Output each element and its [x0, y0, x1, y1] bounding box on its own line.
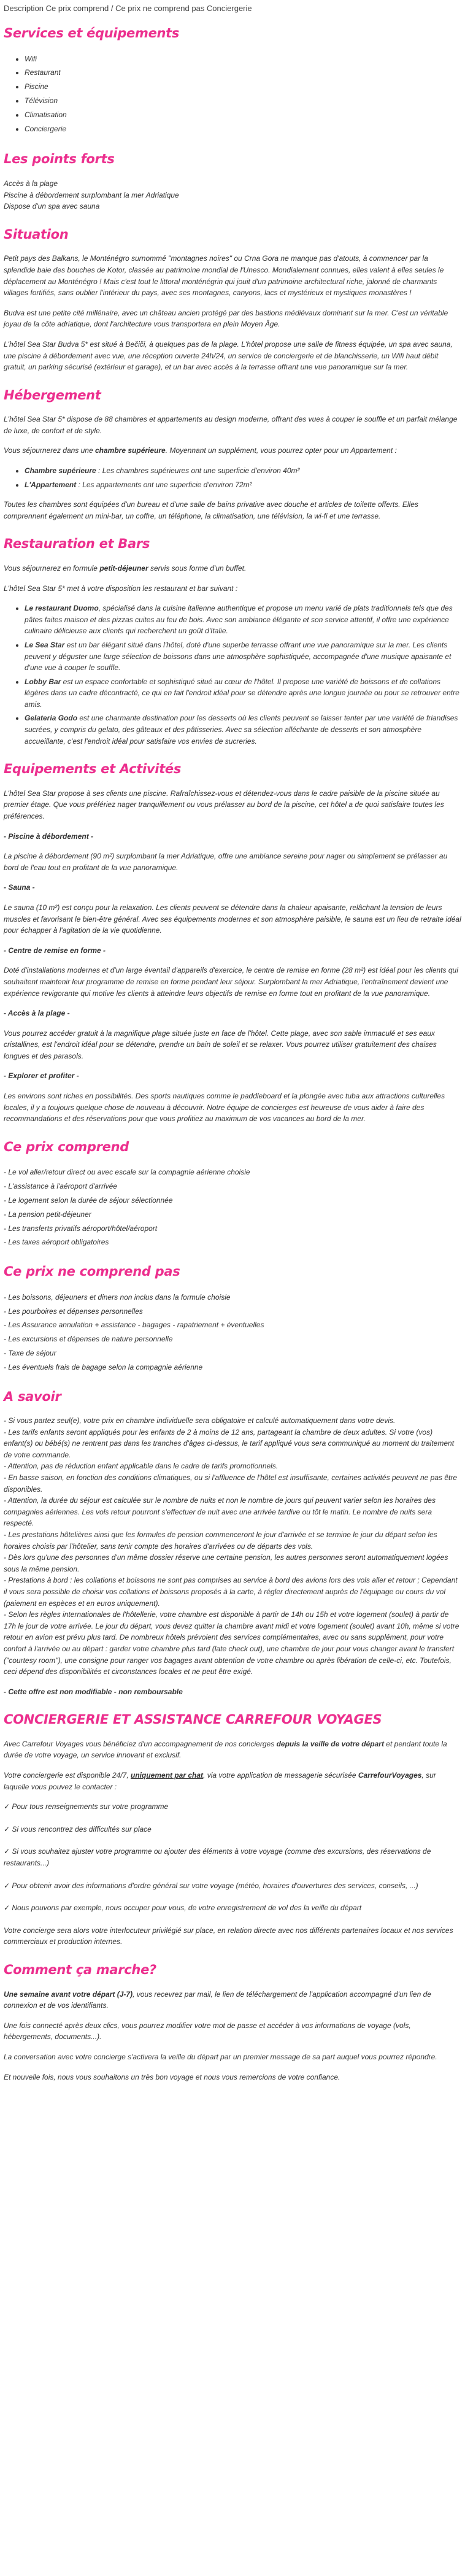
text-span: , via votre application de messagerie sécurisée: [203, 1771, 358, 1780]
service-item-wifi: • Wifi: [25, 52, 461, 66]
text-span: , vous recevrez par mail, le lien de téléchargement de l'application accompagné d'un lien de connexion et de vos identifiants.: [4, 1989, 431, 2010]
a-savoir-item: - Selon les règles internationales de l'hôtellerie, votre chambre est disponible à partir de 14h ou 15h et votre logement (soulet) à partir de 17h le jour de votre arrivée. Le jour du départ, vous devez quitter la chambre avant midi et votre logement (soulet) avant 10h, même si votre retour en avion est prévu plus tard. De nombreux hôtels prévoient des services complémentaires, avec ou sans supplément, pour votre confort à l'arrivée ou au départ : garder votre chambre plus tard (late check out), une chambre de jour pour vous changer avant le transfert ("courtesy room"), une consigne pour ranger vos bagages avant obtention de votre chambre ou après libération de celle-ci, etc. Toutefois, ceci dépend des disponibilités et circonstances locales et ne peut être exigé.: [4, 1610, 459, 1676]
service-item-climatisation: • Climatisation: [25, 108, 461, 122]
situation-paragraph: Budva est une petite cité millénaire, avec un château ancien protégé par des bastions médiévaux dominant sur la mer. C'est un véritable joyau de la côte adriatique, dont l'architecture vous transportera en plein Moyen Âge.: [4, 308, 448, 329]
a-savoir-item: - En basse saison, en fonction des conditions climatiques, ou si l'affluence de l'hôtel est insuffisante, certaines activités peuvent ne pas être disponibles.: [4, 1473, 458, 1494]
plage-text: Vous pourrez accéder gratuit à la magnifique plage située juste en face de l'hôtel. Cette plage, avec son sable immaculé et ses eaux cristallines, est l'endroit idéal pour se détendre, prendre un bain de soleil et se relaxer. Vous pourrez utiliser gratuitement des chaises longues et des parasols.: [4, 1028, 437, 1060]
service-item-television: • Télévision: [25, 94, 461, 108]
a-savoir-item: - Prestations à bord : les collations et boissons ne sont pas comprises au service à bord des avions lors des vols aller et retour ; Cependant il vous sera possible de choisir vos collations et boissons proposés à la carte, à régler directement auprès de l'équipage ou cours du vol (paiement en espèces et en euros uniquement).: [4, 1576, 458, 1608]
emphasis-bold: Une semaine avant votre départ (J-7): [4, 1989, 133, 1999]
conciergerie-paragraph: [4, 1738, 461, 1761]
check-item: ✓ Si vous rencontrez des difficultés sur place: [4, 1824, 152, 1834]
a-savoir-item: - Si vous partez seul(e), votre prix en chambre individuelle sera obligatoire et calculé automatiquement dans votre devis.: [4, 1416, 396, 1425]
piscine-label: - Piscine à débordement -: [4, 831, 94, 841]
non-modifiable-note: - Cette offre est non modifiable - non remboursable: [4, 1687, 183, 1696]
equipements-title: Equipements et Activités: [4, 762, 182, 777]
conciergerie-title: CONCIERGERIE ET ASSISTANCE CARREFOUR VOYAGES: [4, 1712, 382, 1727]
non-comprend-item: - Taxe de séjour: [4, 1348, 56, 1357]
restauration-title: Restauration et Bars: [4, 536, 150, 552]
fitness-text: Doté d'installations modernes et d'un large éventail d'appareils d'exercice, le centre de remise en forme (28 m²) est idéal pour les clients qui souhaitent maintenir leur programme de remise en forme pendant leur séjour. Surplombant la mer Adriatique, l'entraînement devient une expérience revigorante qui motive les clients à atteindre leurs objectifs de remise en forme tout en profitant de la vue panoramique.: [4, 966, 458, 998]
text-span: , sur laquelle vous pouvez le contacter :: [4, 1771, 436, 1791]
comprend-list: [4, 1165, 461, 1249]
restaurant-description: est un bar élégant situé dans l'hôtel, doté d'une superbe terrasse offrant une vue panoramique sur la mer. Les clients peuvent y déguster une large sélection de boissons dans une atmosphère sophistiquée, accompagnée d'une musique apaisante et d'une vue à couper le souffle.: [25, 640, 452, 673]
comprend-item: - Les taxes aéroport obligatoires: [4, 1238, 109, 1247]
a-savoir-item: - Attention, pas de réduction enfant applicable dans le cadre de tarifs promotionnels.: [4, 1462, 279, 1471]
conciergerie-paragraph: Votre concierge sera alors votre interlocuteur privilégié sur place, en relation directe avec nos différents partenaires locaux et nos services commerciaux et production internes.: [4, 1926, 453, 1946]
comprend-title: Ce prix comprend: [4, 1139, 129, 1154]
room-name: Chambre supérieure: [25, 466, 96, 476]
breadcrumb: Description Ce prix comprend / Ce prix ne comprend pas Conciergerie: [4, 4, 252, 13]
check-item: ✓ Pour tous renseignements sur votre programme: [4, 1802, 169, 1811]
explorer-text: Les environs sont riches en possibilités. Des sports nautiques comme le paddleboard et la plongée avec tuba aux attractions culturelles locales, il y a toujours quelque chose de nouveau à découvrir. Notre équipe de concierges est heureuse de vous aider à faire des recommandations et des réservations pour que vous profitiez au maximum de vos vacances au bord de la mer.: [4, 1092, 445, 1124]
restaurant-item: [25, 603, 461, 637]
point-fort-item: Piscine à débordement surplombant la mer Adriatique: [4, 190, 179, 199]
text-span: . Moyennant un supplément, vous pourrez opter pour un Appartement :: [165, 446, 397, 455]
comprend-item: - Le vol aller/retour direct ou avec escale sur la compagnie aérienne choisie: [4, 1168, 250, 1177]
text-span: Votre conciergerie est disponible 24/7,: [4, 1771, 131, 1780]
services-list: [4, 52, 461, 136]
room-item: [25, 465, 461, 477]
non-comprend-title: Ce prix ne comprend pas: [4, 1264, 180, 1279]
restauration-paragraph: [4, 563, 461, 574]
service-item-conciergerie: • Conciergerie: [25, 122, 461, 136]
explorer-label: - Explorer et profiter -: [4, 1071, 79, 1081]
comment-paragraph: [4, 1989, 461, 2011]
situation-paragraph: L'hôtel Sea Star Budva 5* est situé à Bečiči, à quelques pas de la plage. L'hôtel propose une salle de fitness équipée, un spa avec sauna, une piscine à débordement avec vue, une réception ouverte 24h/24, un service de conciergerie et de blanchisserie, un Wifi haut débit gratuit, un parking sécurisé (extérieur et garage), et un bar avec accès à la terrasse offrant une vue panoramique sur la mer.: [4, 339, 453, 372]
restaurant-name: Lobby Bar: [25, 677, 61, 686]
restaurant-name: Le Sea Star: [25, 640, 65, 649]
conciergerie-paragraph: [4, 1770, 461, 1792]
room-name: L'Appartement: [25, 480, 77, 489]
a-savoir-item: - Dès lors qu'une des personnes d'un même dossier réserve une certaine pension, les autres personnes seront automatiquement logées sous la même pension.: [4, 1553, 448, 1573]
restaurant-description: , spécialisé dans la cuisine italienne authentique et propose un menu varié de plats traditionnels tels que des pâtes faites maison et des pizzas cuites au feu de bois. Avec son ambiance élégante et son service attentif, il offre une expérience culinaire délicieuse aux clients qui recherchent un goût d'Italie.: [25, 604, 453, 636]
text-span: Avec Carrefour Voyages vous bénéficiez d'un accompagnement de nos concierges: [4, 1739, 277, 1748]
text-span: Vous séjournerez dans une: [4, 446, 95, 455]
non-comprend-list: [4, 1290, 461, 1375]
non-comprend-item: - Les éventuels frais de bagage selon la compagnie aérienne: [4, 1362, 203, 1371]
app-name-bold: CarrefourVoyages: [358, 1771, 422, 1780]
restaurant-description: est un espace confortable et sophistiqué situé au cœur de l'hôtel. Il propose une variété de boissons et de collations légères dans un cadre décontracté, ce qui en fait l'endroit idéal pour se détendre après une longue journée ou pour se retrouver entre amis.: [25, 677, 459, 709]
service-item-restaurant: • Restaurant: [25, 66, 461, 80]
restaurant-name: Gelateria Godo: [25, 714, 78, 723]
room-description: : Les chambres supérieures ont une superficie d'environ 40m²: [96, 466, 300, 476]
non-comprend-item: - Les excursions et dépenses de nature personnelle: [4, 1335, 173, 1344]
comment-paragraph: Une fois connecté après deux clics, vous pourrez modifier votre mot de passe et accéder à vos informations de voyage (vols, hébergements, documents...).: [4, 2021, 411, 2042]
chat-only-underline: uniquement par chat: [131, 1771, 204, 1780]
comprend-item: - L'assistance à l'aéroport d'arrivée: [4, 1182, 117, 1191]
hebergement-paragraph: L'hôtel Sea Star 5* dispose de 88 chambres et appartements au design moderne, offrant des vues à couper le souffle et un parfait mélange de luxe, de confort et de style.: [4, 415, 458, 435]
comment-paragraph: Et nouvelle fois, nous vous souhaitons un très bon voyage et nous vous remercions de votre confiance.: [4, 2072, 340, 2081]
check-item: ✓ Nous pouvons par exemple, nous occuper pour vous, de votre enregistrement de vol des la veille du départ: [4, 1903, 362, 1913]
restauration-paragraph: L'hôtel Sea Star 5* met à votre disposition les restaurant et bar suivant :: [4, 584, 238, 593]
room-description: : Les appartements ont une superficie d'environ 72m²: [76, 480, 252, 489]
comment-title: Comment ça marche?: [4, 1962, 156, 1977]
a-savoir-item: - Les tarifs enfants seront appliqués pour les enfants de 2 à moins de 12 ans, partageant la chambre de deux adultes. Si votre (vos) enfant(s) ou bébé(s) ne rentrent pas dans les tranches d'âges ci-dessus, le tarif appliqué vous sera communiqué au moment du traitement de votre commande.: [4, 1427, 455, 1459]
comprend-item: - Les transferts privatifs aéroport/hôtel/aéroport: [4, 1224, 158, 1233]
points-forts-list: [4, 178, 461, 212]
hebergement-title: Hébergement: [4, 387, 101, 403]
restaurant-item: [25, 676, 461, 711]
non-comprend-item: - Les boissons, déjeuners et diners non inclus dans la formule choisie: [4, 1292, 231, 1301]
sauna-label: - Sauna -: [4, 883, 35, 892]
non-comprend-item: - Les pourboires et dépenses personnelles: [4, 1306, 143, 1316]
restaurant-list: [4, 603, 461, 747]
room-type-bold: chambre supérieure: [95, 446, 166, 455]
a-savoir-item: - Les prestations hôtelières ainsi que les formules de pension commenceront le jour d'arrivée et se termine le jour du départ selon les horaires choisis par l'hôtelier, sans tenir compte des horaires d'arrivées ou de départs des vols.: [4, 1530, 437, 1551]
non-comprend-item: - Les Assurance annulation + assistance - bagages - rapatriement + éventuelles: [4, 1321, 264, 1330]
hebergement-paragraph: Toutes les chambres sont équipées d'un bureau et d'une salle de bains privative avec douche et articles de toilette offerts. Elles comprennent également un mini-bar, un coffre, un téléphone, la climatisation, une télévision, la wi-fi et une terrasse.: [4, 500, 418, 520]
a-savoir-list: [4, 1415, 461, 1678]
point-fort-item: Dispose d'un spa avec sauna: [4, 202, 100, 211]
check-item: ✓ Si vous souhaitez ajuster votre programme ou ajouter des éléments à votre voyage (comme des excursions, des réservations de restaurants...): [4, 1847, 431, 1868]
restaurant-description: est une charmante destination pour les desserts où les clients peuvent se laisser tenter par une variété de friandises sucrées, y compris du gelato, des gâteaux et des pâtisseries. Avec sa sélection alléchante de desserts et son atmosphère accueillante, c'est l'endroit idéal pour satisfaire vos envies de sucreries.: [25, 714, 458, 746]
text-span: Vous séjournerez en formule: [4, 563, 100, 573]
comprend-item: - Le logement selon la durée de séjour sélectionnée: [4, 1196, 173, 1205]
equipements-intro: L'hôtel Sea Star propose à ses clients une piscine. Rafraîchissez-vous et détendez-vous dans le cadre paisible de la piscine située au premier étage. Que vous préfériez nager tranquillement ou vous prélasser au bord de la piscine, cet hôtel a de quoi satisfaire toutes les préférences.: [4, 789, 444, 820]
point-fort-item: Accès à la plage: [4, 179, 58, 188]
room-item: [25, 479, 461, 491]
piscine-text: La piscine à débordement (90 m²) surplombant la mer Adriatique, offre une ambiance sereine pour nager ou simplement se prélasser au bord de l'eau tout en profitant de la vue panoramique.: [4, 852, 448, 872]
situation-paragraph: Petit pays des Balkans, le Monténégro surnommé "montagnes noires" ou Crna Gora ne manque pas d'atouts, à commencer par la splendide baie des bouches de Kotor, classée au patrimoine mondial de l'Unesco. Mondialement connues, elles valent à elles seules le déplacement au Monténégro ! Mais c'est tout le littoral monténégrin qui jouit d'un patrimoine architectural riche, jalonné de charmants villages fortifiés, sans oublier l'intérieur du pays, avec ses montagnes, canyons, lacs et mystérieux et mystiques monastères !: [4, 254, 444, 298]
emphasis-bold: depuis la veille de votre départ: [276, 1739, 384, 1748]
restaurant-item: [25, 712, 461, 747]
hebergement-paragraph: [4, 445, 461, 457]
restaurant-name: Le restaurant Duomo: [25, 604, 99, 613]
fitness-label: - Centre de remise en forme -: [4, 946, 106, 955]
service-item-piscine: • Piscine: [25, 80, 461, 94]
a-savoir-title: A savoir: [4, 1389, 61, 1404]
points-forts-title: Les points forts: [4, 152, 115, 167]
restaurant-item: [25, 639, 461, 674]
text-span: servis sous forme d'un buffet.: [148, 563, 247, 573]
comment-paragraph: La conversation avec votre concierge s'activera la veille du départ par un premier message de sa part auquel vous pourrez répondre.: [4, 2052, 437, 2061]
situation-title: Situation: [4, 226, 69, 242]
room-list: [4, 465, 461, 490]
a-savoir-item: - Attention, la durée du séjour est calculée sur le nombre de nuits et non le nombre de jours qui peuvent varier selon les horaires des compagnies aériennes. Les vols retour pourront s'effectuer de nuit avec une arrivée tardive ou tôt le matin. Le nombre de nuits sera respecté.: [4, 1496, 436, 1528]
text-span: et pendant toute la durée de votre voyage, un service innovant et exclusif.: [4, 1739, 447, 1760]
check-item: ✓ Pour obtenir avoir des informations d'ordre général sur votre voyage (météo, horaires d'ouvertures des services, conseils, ...): [4, 1881, 418, 1890]
services-title: Services et équipements: [4, 26, 180, 41]
sauna-text: Le sauna (10 m²) est conçu pour la relaxation. Les clients peuvent se détendre dans la chaleur apaisante, relâchant la tension de leurs muscles et favorisant le bien-être général. Avec ses équipements modernes et son atmosphère paisible, le sauna est un lieu de retraite idéal pour échapper à l'agitation de la vie quotidienne.: [4, 903, 461, 935]
plage-label: - Accès à la plage -: [4, 1009, 70, 1018]
conciergerie-checklist: [4, 1801, 461, 1914]
formula-bold: petit-déjeuner: [99, 563, 148, 573]
comprend-item: - La pension petit-déjeuner: [4, 1209, 91, 1219]
